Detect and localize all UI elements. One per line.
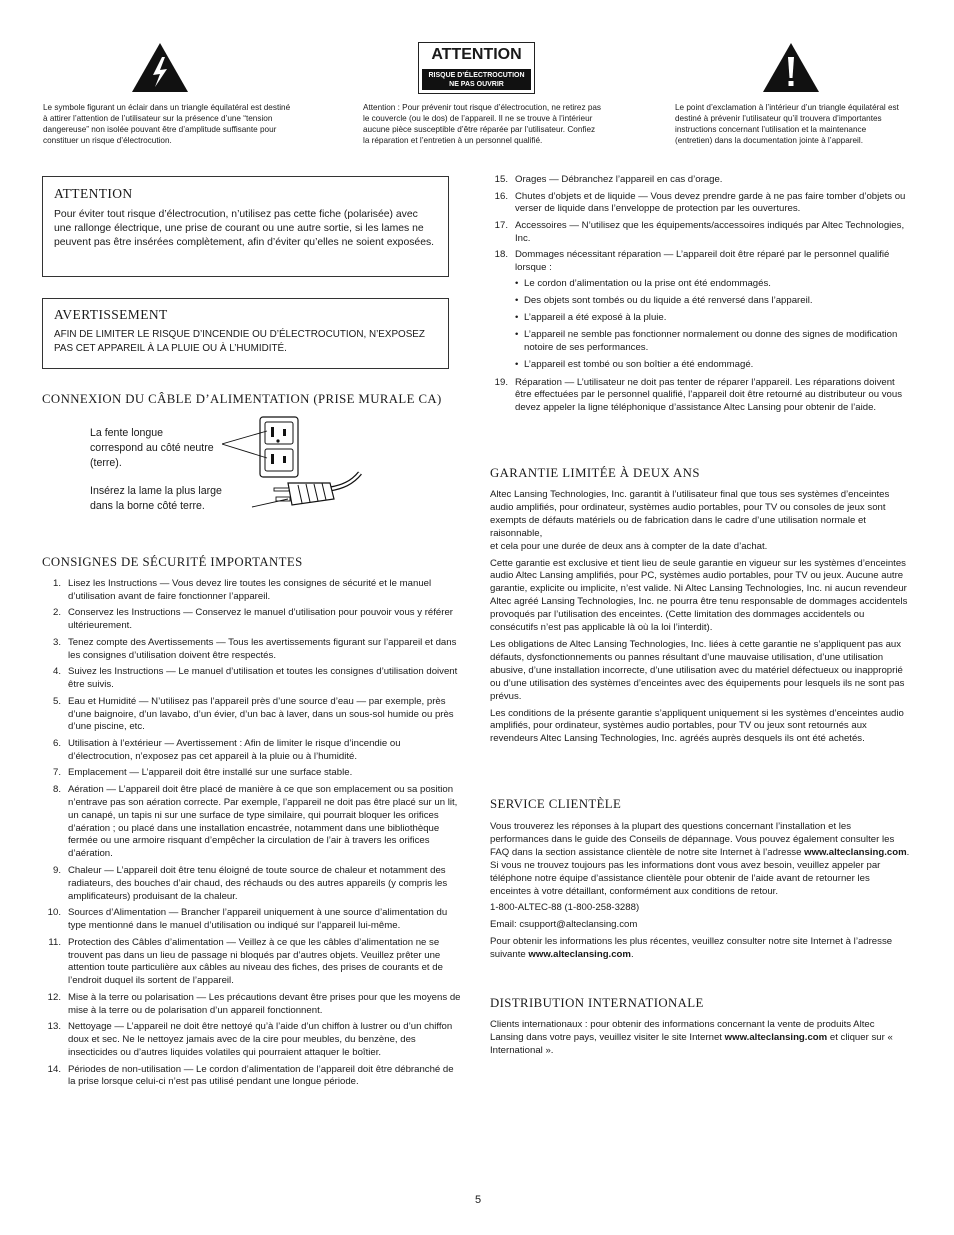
safety-item-text: Nettoyage — L’appareil ne doit être nettoyé qu’à l’aide d’un chiffon à lustrer ou d’un chiffon doux et sec. Ne le nettoyez jamais avec de la cire pour meubles, du benzène, des insecticides ou d’autres liquides volatiles qui pourraient attaquer le boîtier.	[68, 1021, 453, 1059]
service-p1-text-b: . Si vous ne trouvez toujours pas les informations dont vous avez besoin, veuillez appeler par téléphone notre équipe d’assistance clientèle pour obtenir de l’aide avant de retourner les enceintes à votre détaillant, conformément aux conditions de retour.	[490, 846, 910, 897]
warning-box-body: AFIN DE LIMITER LE RISQUE D’INCENDIE OU D’ÉLECTROCUTION, N’EXPOSEZ PAS CET APPAREIL À LA PLUIE OU À L’HUMIDITÉ.	[54, 329, 425, 354]
safety-item	[43, 992, 463, 1018]
safety-item-number: 13.	[47, 1021, 61, 1033]
garantie-paragraph-1b: et cela pour une durée de deux ans à compter de la date d’achat.	[490, 540, 768, 552]
safety-item-number: 1.	[52, 578, 61, 589]
safety-item	[43, 666, 463, 692]
website-link[interactable]: www.alteclansing.com	[724, 1031, 828, 1043]
safety-item-text: Eau et Humidité — N’utilisez pas l’appareil près d’une source d’eau — par exemple, près d’une baignoire, d’un lavabo, d’un évier, d’un bac à laver, dans un sous-sol humide ou près d’une piscine, etc.	[68, 695, 454, 733]
safety-item-number: 7.	[52, 767, 61, 779]
attention-note: Attention : Pour prévenir tout risque d’électrocution, ne retirez pas le couvercle (ou le dos) de l’appareil. Il ne se trouve à l’intérieur aucune pièce susceptible d’être réparée par l’utilisateur. Confiez la réparation et l’entretien à un personnel qualifié.	[363, 103, 602, 145]
attention-label-box	[418, 42, 535, 94]
website-link[interactable]: www.alteclansing.com	[528, 949, 631, 961]
service-p1-text-a: Vous trouverez les réponses à la plupart des questions concernant l’installation et les performances dans le guide des Conseils de dépannage. Vous pouvez également consulter les FAQ dans la section assistance clientèle de notre site Internet à l’adresse	[490, 821, 895, 858]
consignes-title: CONSIGNES DE SÉCURITÉ IMPORTANTES	[42, 555, 303, 569]
garantie-paragraph-1a: Altec Lansing Technologies, Inc. garantit à l’utilisateur final que tous ses systèmes d’enceintes audio amplifiés, pour ordinateur, systèmes audio portables, pour TV ou consoles de jeux sont exempts de défauts matériels ou de fabrication dans le cadre d’une utilisation normale et raisonnable,	[490, 489, 890, 539]
connexion-note-1: La fente longue correspond au côté neutre (terre).	[90, 427, 214, 469]
website-link[interactable]: www.alteclansing.com	[804, 846, 907, 858]
safety-item-number: 14.	[47, 1063, 61, 1075]
safety-item	[490, 174, 910, 187]
safety-item	[43, 1021, 463, 1060]
safety-item-text: Conservez les Instructions — Conservez le manuel d’utilisation pour pouvoir vous y référer ultérieurement.	[68, 607, 453, 632]
damage-condition-item: • L’appareil a été exposé à la pluie.	[515, 312, 910, 325]
safety-item-text: Réparation — L’utilisateur ne doit pas tenter de réparer l’appareil. Les réparations doivent être effectuées par le personnel qualifié, l’appareil doit être retourné au distributeur ou vous devez appeler la ligne téléphonique d’assistance Altec Lansing pour obtenir de l’aide.	[515, 376, 903, 414]
safety-item	[43, 767, 463, 780]
safety-item-text: Tenez compte des Avertissements — Tous les avertissements figurant sur l’appareil et dans les consignes d’utilisation doivent être respectés.	[68, 636, 457, 661]
garantie-paragraph-2: Cette garantie est exclusive et tient lieu de seule garantie en vigueur sur les systèmes d’enceintes audio Altec Lansing amplifiés, pour PC, systèmes audio portables, pour TV ou jeux. Aucune autre garantie, explicite ou implicite, n’est valide. Ni Altec Lansing Technologies, Inc. ni aucun revendeur Altec agréé Lansing Technologies, Inc. ne pourra être tenu responsable de dommages accidentels provoqués par l’utilisation des enceintes. (Cette limitation des dommages accidentels ou consécutifs n’est pas applicable là où la loi l’interdit).	[490, 557, 908, 634]
safety-item-text: Emplacement — L’appareil doit être installé sur une surface stable.	[68, 767, 353, 779]
safety-item	[43, 738, 463, 764]
safety-item	[490, 191, 910, 217]
safety-item-number: 2.	[52, 607, 61, 619]
damage-condition-item: • Des objets sont tombés ou du liquide a été renversé dans l’appareil.	[515, 295, 910, 308]
garantie-paragraph-3: Les obligations de Altec Lansing Technologies, Inc. liées à cette garantie ne s’appliquent pas aux défauts, dysfonctionnements ou pannes résultant d’une mauvaise utilisation, d’une utilisation abusive, d’une installation incorrecte, d’une utilisation avec du matériel défectueux ou inapproprié ou d’une utilisation des systèmes d’enceintes avec des équipements pour lesquels ils ne sont pas prévus.	[490, 638, 905, 702]
service-email: Email: csupport@alteclansing.com	[490, 919, 638, 931]
warning-box-title: AVERTISSEMENT	[54, 307, 168, 322]
safety-item	[490, 249, 910, 372]
safety-item-number: 3.	[52, 636, 61, 648]
safety-item-number: 4.	[52, 666, 61, 678]
safety-item-number: 16.	[494, 190, 508, 202]
safety-item-number: 19.	[494, 376, 508, 388]
safety-item-number: 17.	[494, 219, 508, 231]
safety-item-number: 18.	[494, 249, 508, 261]
service-phone: 1-800-ALTEC-88 (1-800-258-3288)	[490, 902, 640, 914]
service-p2-text-b: .	[630, 949, 634, 961]
safety-item	[43, 907, 463, 933]
safety-list-right	[490, 174, 910, 419]
damage-conditions-list	[515, 278, 910, 372]
distribution-text-b: et cliquer sur « International ».	[490, 1031, 893, 1056]
safety-item-number: 9.	[52, 864, 61, 876]
connexion-title: CONNEXION DU CÂBLE D’ALIMENTATION (PRISE MURALE CA)	[42, 392, 442, 406]
safety-item-text: Mise à la terre ou polarisation — Les précautions devant être prises pour que les moyens de mise à la terre ou de polarisation d’un appareil fonctionnent.	[68, 991, 461, 1016]
safety-item-text: Sources d’Alimentation — Brancher l’appareil uniquement à une source d’alimentation du type mentionné dans le manuel d’utilisation ou indiqué sur l’appareil lui-même.	[68, 907, 448, 932]
safety-item	[43, 696, 463, 735]
safety-item-text: Suivez les Instructions — Le manuel d’utilisation et toutes les consignes d’utilisation doivent être suivis.	[68, 666, 458, 691]
damage-condition-item: • Le cordon d’alimentation ou la prise ont été endommagés.	[515, 278, 910, 291]
service-paragraph-1	[490, 821, 910, 898]
safety-item-number: 8.	[52, 783, 61, 795]
garantie-text	[490, 489, 910, 746]
safety-item	[490, 377, 910, 416]
safety-item-text: Lisez les Instructions — Vous devez lire toutes les consignes de sécurité et le manuel d’utilisation avant de faire fonctionner l’appareil.	[68, 578, 432, 602]
safety-item-text: Dommages nécessitant réparation — L’appareil doit être réparé par le personnel qualifié lorsque :	[515, 249, 890, 274]
attention-label: ATTENTION	[431, 46, 522, 63]
safety-item	[43, 637, 463, 663]
exclamation-note: Le point d’exclamation à l’intérieur d’un triangle équilatéral est destiné à prévenir l’utilisateur qu’il trouvera d’importantes instructions concernant l’utilisation et la maintenance (entretien) dans la documentation jointe à l’appareil.	[675, 103, 899, 145]
safety-item	[43, 607, 463, 633]
safety-list-left	[43, 578, 463, 1093]
distribution-text-a: Clients internationaux : pour obtenir des informations concernant la vente de produits Altec Lansing dans votre pays, veuillez visiter le site Internet	[490, 1019, 875, 1043]
safety-item-text: Accessoires — N’utilisez que les équipements/accessoires indiqués par Altec Technologies, Inc.	[515, 219, 905, 244]
attention-box-body: Pour éviter tout risque d’électrocution, n’utilisez pas cette fiche (polarisée) avec une rallonge électrique, une prise de courant ou une autre sortie, si les lames ne peuvent pas être insérées complètement, afin d’éviter qu’elles ne soient exposées.	[54, 209, 435, 248]
safety-item	[43, 1064, 463, 1090]
safety-item-number: 5.	[52, 695, 61, 707]
safety-item	[490, 220, 910, 246]
connexion-note-2: Insérez la lame la plus large dans la borne côté terre.	[90, 485, 222, 512]
safety-item-text: Aération — L’appareil doit être placé de manière à ce que son emplacement ou sa position n’entrave pas son aération correcte. Par exemple, l’appareil ne doit pas être placé sur un lit, un canapé, un tapis ni sur une surface de type similaire, qui pourrait bloquer les orifices d’aération ; ou placé dans une installation encastrée, notamment dans une bibliothèque fermée ou une armoire risquant d’empêcher la circulation de l’air à travers les orifices d’aération.	[68, 783, 458, 860]
service-title: SERVICE CLIENTÈLE	[490, 797, 622, 811]
attention-sub-line-1: RISQUE D’ÉLECTROCUTION	[428, 72, 525, 79]
safety-item-text: Protection des Câbles d’alimentation — Veillez à ce que les câbles d’alimentation ne se trouvent pas dans un lieu de passage ni bloqués par d’autres objets. Veuillez prêter une attention toute particulière aux câbles au niveau des fiches, des prises de courants et de l’endroit duquel ils sortent de l’appareil.	[68, 936, 443, 987]
plug-outlet-diagram	[222, 413, 372, 520]
attention-sub-band	[422, 69, 531, 90]
garantie-paragraph-4: Les conditions de la présente garantie s’appliquent uniquement si les systèmes d’enceintes audio amplifiés, pour ordinateur, systèmes audio portables, pour TV ou jeux sont retournés aux revendeurs Altec Lansing Technologies, Inc. agréés auprès desquels ils ont été achetés.	[490, 707, 904, 745]
safety-item	[43, 784, 463, 861]
safety-item	[43, 937, 463, 989]
warning-box	[42, 298, 449, 369]
distribution-paragraph	[490, 1019, 910, 1058]
lightning-warning-icon	[131, 42, 189, 93]
service-p2-text-a: Pour obtenir les informations les plus récentes, veuillez consulter notre site Internet à l’adresse suivante	[490, 936, 893, 961]
attention-box	[42, 176, 449, 277]
damage-condition-item: • L’appareil est tombé ou son boîtier a été endommagé.	[515, 359, 910, 372]
safety-item-text: Chaleur — L’appareil doit être tenu éloigné de toute source de chaleur et notamment des radiateurs, des bouches d’air chaud, des réchauds ou des autres appareils (y compris les amplificateurs) produisant de la chaleur.	[68, 864, 448, 902]
distribution-title: DISTRIBUTION INTERNATIONALE	[490, 996, 704, 1010]
safety-item-number: 12.	[47, 991, 61, 1003]
safety-item-text: Utilisation à l’extérieur — Avertissement : Afin de limiter le risque d’incendie ou d’électrocution, n’exposez pas cet appareil à la pluie ou à l’humidité.	[68, 737, 401, 762]
safety-item	[43, 578, 463, 604]
safety-item-text: Chutes d’objets et de liquide — Vous devez prendre garde à ne pas faire tomber d’objets ou verser de liquide dans l’enveloppe de protection par les ouvertures.	[515, 190, 906, 215]
safety-item-text: Orages — Débranchez l’appareil en cas d’orage.	[515, 174, 723, 185]
garantie-title: GARANTIE LIMITÉE À DEUX ANS	[490, 466, 700, 480]
service-paragraph-2	[490, 936, 910, 962]
exclamation-warning-icon	[762, 42, 820, 93]
attention-box-title: ATTENTION	[54, 186, 133, 201]
page-number: 5	[474, 1194, 482, 1206]
attention-sub-line-2: NE PAS OUVRIR	[449, 81, 504, 88]
safety-item-number: 15.	[494, 174, 508, 185]
safety-item	[43, 865, 463, 904]
safety-item-number: 6.	[52, 737, 61, 749]
safety-item-number: 11.	[48, 936, 61, 948]
safety-item-text: Périodes de non-utilisation — Le cordon d’alimentation de l’appareil doit être débranché de la prise lorsque celui-ci n’est pas utilisé pendant une longue période.	[68, 1063, 454, 1088]
lightning-note: Le symbole figurant un éclair dans un triangle équilatéral est destiné à attirer l’attention de l’utilisateur sur la présence d’une “tension dangereuse” non isolée pouvant être d’amplitude suffisante pour constituer un risque d’électrocution.	[43, 103, 291, 145]
service-text	[490, 821, 910, 962]
damage-condition-item: • L’appareil ne semble pas fonctionner normalement ou donne des signes de modification notoire de ses performances.	[515, 329, 910, 355]
safety-item-number: 10.	[47, 907, 61, 919]
